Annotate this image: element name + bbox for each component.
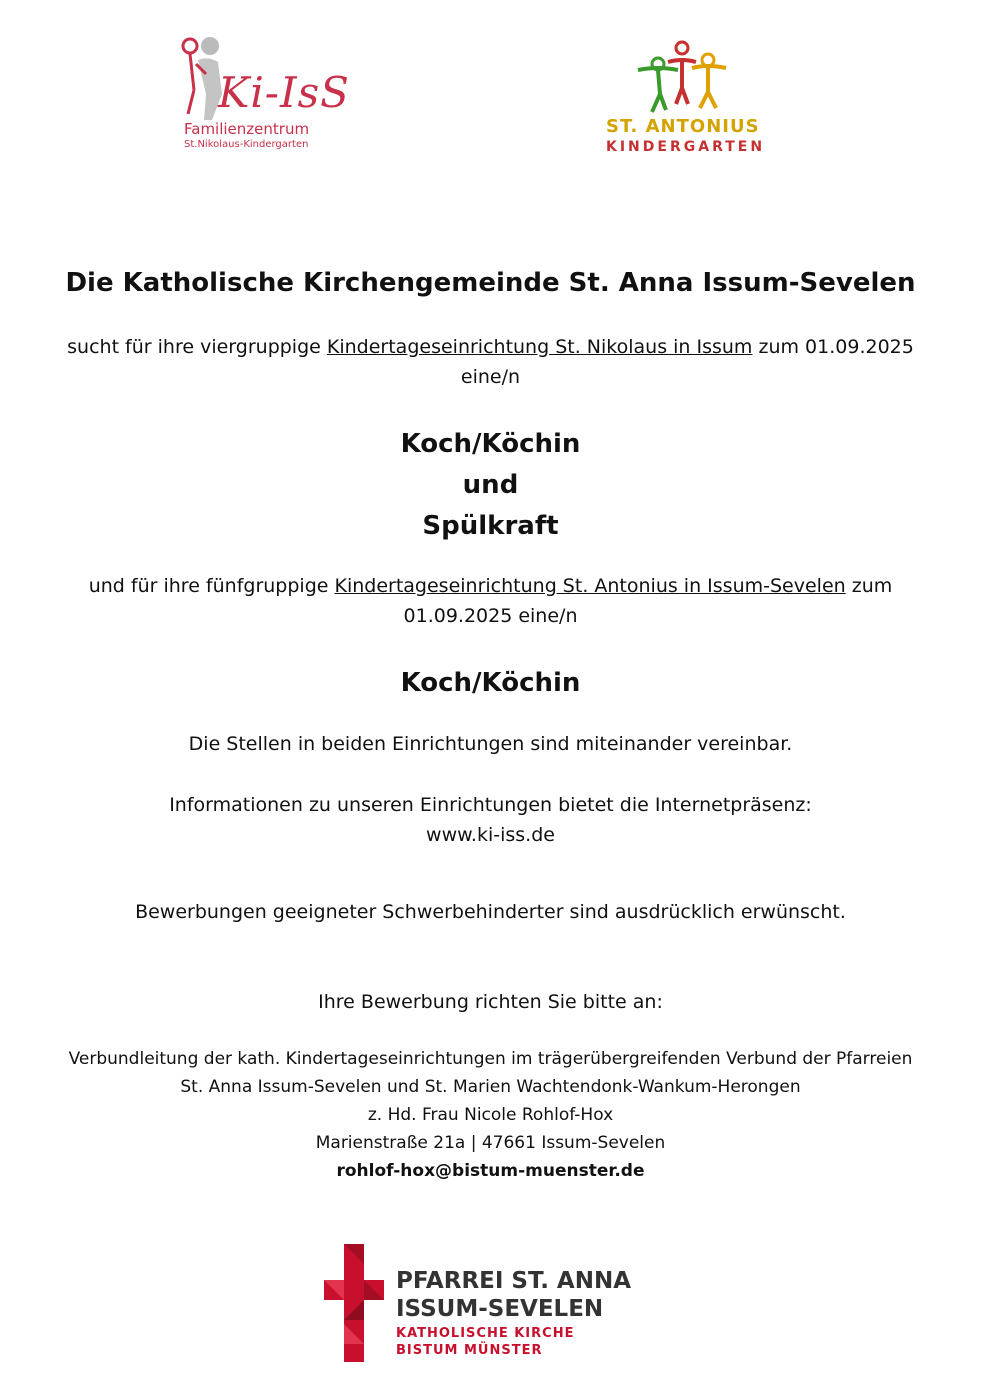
antonius-logo — [600, 38, 800, 158]
position1-line1: Koch/Köchin — [400, 429, 581, 459]
antonius-name: ST. ANTONIUS — [606, 116, 760, 137]
main-heading: Die Katholische Kirchengemeinde St. Anna Issum-Sevelen — [65, 268, 916, 298]
cross-icon — [324, 1244, 384, 1362]
intro2-institution-link: Kindertageseinrichtung St. Antonius in Issum-Sevelen — [334, 575, 846, 597]
address-line1: Verbundleitung der kath. Kindertageseinrichtungen im trägerübergreifenden Verbund der Pfarreien — [68, 1049, 913, 1069]
kiiss-line2: St.Nikolaus-Kindergarten — [184, 139, 309, 150]
intro1 — [0, 332, 981, 392]
pfarrei-line2: ISSUM-SEVELEN — [396, 1296, 604, 1322]
address-line4: Marienstraße 21a | 47661 Issum-Sevelen — [315, 1133, 666, 1153]
address-block — [0, 1045, 981, 1185]
apply-to: Ihre Bewerbung richten Sie bitte an: — [318, 991, 663, 1013]
pfarrei-line3: KATHOLISCHE KIRCHE — [396, 1326, 575, 1341]
intro2 — [0, 571, 981, 631]
intro2-pre: und für ihre fünfgruppige — [88, 575, 335, 597]
address-line2: St. Anna Issum-Sevelen und St. Marien Wachtendonk-Wankum-Herongen — [180, 1077, 801, 1097]
kiiss-line1: Familienzentrum — [184, 120, 310, 138]
children-figures-icon — [634, 38, 754, 114]
position1-line3: Spülkraft — [422, 511, 559, 541]
position2: Koch/Köchin — [400, 668, 581, 698]
info-line1: Informationen zu unseren Einrichtungen bietet die Internetpräsenz: — [169, 794, 812, 816]
info-block — [0, 790, 981, 850]
info-url[interactable]: www.ki-iss.de — [426, 824, 555, 846]
disabled-applicants-note: Bewerbungen geeigneter Schwerbehinderter sind ausdrücklich erwünscht. — [135, 901, 846, 923]
kiiss-wordmark: Ki-IsS — [218, 68, 350, 117]
intro2-line2: 01.09.2025 eine/n — [403, 605, 578, 627]
intro1-line2: eine/n — [460, 366, 521, 388]
pfarrei-line1: PFARREI ST. ANNA — [396, 1268, 632, 1294]
compatibility-note: Die Stellen in beiden Einrichtungen sind miteinander vereinbar. — [188, 733, 793, 755]
intro2-post: zum — [845, 575, 893, 597]
intro1-institution-link: Kindertageseinrichtung St. Nikolaus in Issum — [326, 336, 753, 358]
pfarrei-logo — [324, 1244, 664, 1362]
contact-email[interactable]: rohlof-hox@bistum-muenster.de — [336, 1161, 645, 1181]
address-line3: z. Hd. Frau Nicole Rohlof-Hox — [367, 1105, 614, 1125]
position1-line2: und — [462, 470, 519, 500]
position1 — [0, 424, 981, 547]
antonius-sub: KINDERGARTEN — [606, 139, 766, 155]
intro1-pre: sucht für ihre viergruppige — [67, 336, 327, 358]
pfarrei-line4: BISTUM MÜNSTER — [396, 1343, 543, 1358]
intro1-post: zum 01.09.2025 — [752, 336, 914, 358]
kiiss-logo — [178, 34, 350, 159]
